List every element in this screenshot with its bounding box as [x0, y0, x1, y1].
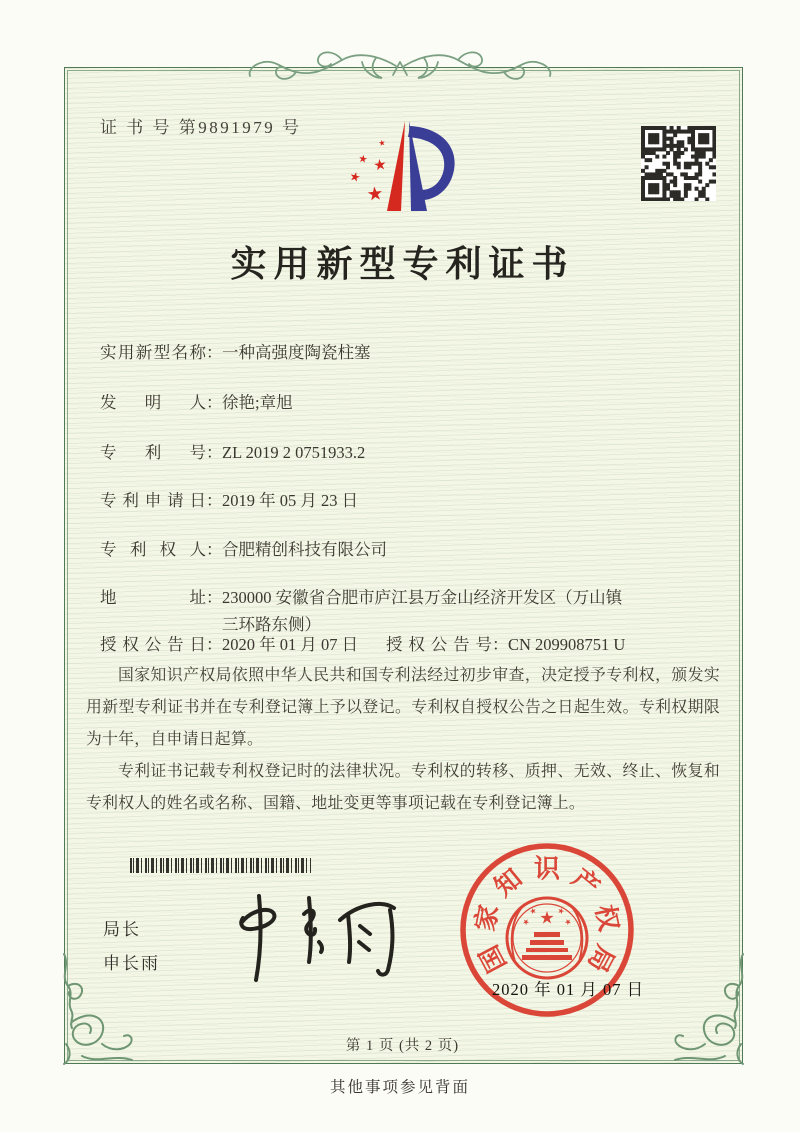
field-value: 2019 年 05 月 23 日 — [222, 491, 359, 510]
field-label: 发明人 — [100, 393, 206, 412]
certificate-title: 实用新型专利证书 — [230, 244, 575, 284]
svg-text:国: 国 — [474, 940, 513, 977]
field-colon: ： — [206, 443, 223, 462]
field-colon: ： — [206, 491, 223, 510]
svg-text:权: 权 — [590, 902, 624, 934]
seal-date: 2020 年 01 月 07 日 — [492, 980, 645, 999]
field-row-patentee — [100, 536, 387, 563]
grant-number-value: CN 209908751 U — [508, 635, 626, 654]
field-label: 专利号 — [100, 443, 206, 462]
field-row-inventor — [100, 389, 293, 416]
field-value: 合肥精创科技有限公司 — [222, 540, 387, 559]
grant-number-group — [386, 631, 625, 658]
national-emblem-icon — [507, 898, 587, 978]
field-row-address — [100, 584, 637, 638]
qr-code — [641, 126, 716, 201]
field-colon: ： — [206, 393, 223, 412]
certificate-number: 证 书 号 第9891979 号 — [100, 118, 302, 137]
field-value: 230000 安徽省合肥市庐江县万金山经济开发区（万山镇三环路东侧） — [222, 588, 623, 634]
paragraph-legal-2: 专利证书记载专利权登记时的法律状况。专利权的转移、质押、无效、终止、恢复和专利权人的姓名或名称、国籍、地址变更等事项记载在专利登记簿上。 — [86, 763, 720, 812]
top-border-ornament-icon — [240, 38, 560, 100]
page-info: 第 1 页 (共 2 页) — [345, 1038, 460, 1054]
signer-name: 申长雨 — [103, 954, 160, 973]
back-note: 其他事项参见背面 — [329, 1079, 470, 1096]
grant-date-label: 授权公告日 — [100, 635, 206, 654]
field-label: 实用新型名称 — [100, 343, 206, 362]
grant-number-label: 授权公告号 — [386, 635, 492, 654]
paragraph-legal-1: 国家知识产权局依照中华人民共和国专利法经过初步审查，决定授予专利权，颁发实用新型专利证书并在专利登记簿上予以登记。专利权自授权公告之日起生效。专利权期限为十年，自申请日起算。 — [86, 667, 720, 748]
field-label: 地址 — [100, 588, 206, 607]
grant-date-value: 2020 年 01 月 07 日 — [222, 635, 359, 654]
field-label: 专利申请日 — [100, 491, 206, 510]
svg-text:知: 知 — [489, 863, 528, 903]
field-colon: ： — [492, 635, 509, 654]
svg-text:局: 局 — [581, 940, 620, 977]
svg-text:产: 产 — [566, 863, 605, 903]
body-text — [86, 660, 720, 820]
field-value: 一种高强度陶瓷柱塞 — [222, 343, 371, 362]
svg-text:识: 识 — [533, 854, 561, 884]
field-row-name — [100, 339, 371, 366]
field-colon: ： — [206, 588, 223, 607]
signer-position-label: 局长 — [103, 920, 141, 939]
barcode — [130, 858, 311, 873]
field-value: 徐艳;章旭 — [222, 393, 293, 412]
field-value: ZL 2019 2 0751933.2 — [222, 443, 366, 462]
grant-date-group — [100, 631, 358, 658]
svg-text:家: 家 — [470, 902, 504, 934]
field-label: 专利权人 — [100, 540, 206, 559]
cnipa-logo-icon — [344, 112, 460, 222]
field-row-filing-date — [100, 487, 358, 514]
field-colon: ： — [206, 540, 223, 559]
field-colon: ： — [206, 635, 223, 654]
signature-shen-changyu-icon — [212, 884, 412, 984]
field-row-patent-no — [100, 439, 365, 466]
field-colon: ： — [206, 343, 223, 362]
